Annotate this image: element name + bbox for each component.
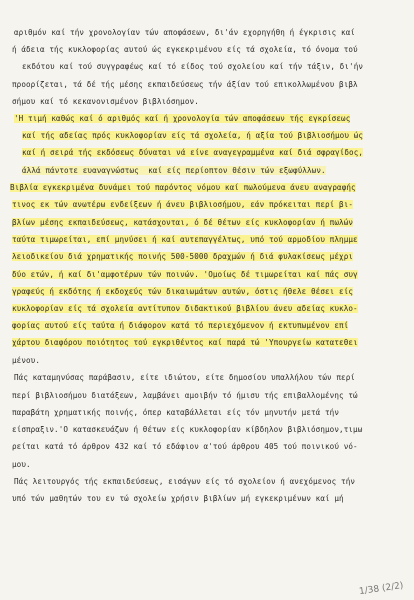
text-line: [12, 321, 414, 331]
text-line: [14, 114, 414, 124]
text-line-content: δύο ετών, ή καί δι'αμφοτέρων τών ποινών. 'Ομοίως δέ τιμωρείται καί πάς συγ: [12, 270, 358, 279]
text-line: [14, 477, 414, 487]
text-line: [22, 166, 414, 176]
text-line-content: καί τής αδείας πρός κυκλοφορίαν είς τά σχολεία, ή αξία τού βιβλιοσήμου ώς: [22, 131, 364, 140]
text-line: [12, 442, 414, 452]
text-line-content: ή άδεια τής κυκλοφορίας αυτού ώς εγκεκριμένου είς τά σχολεία, τό όνομα τού: [12, 45, 358, 54]
text-line-content: εκδότου καί τού συγγραφέως καί τό είδος τού σχολείου καί τήν τάξιν, δι'ήν: [22, 62, 364, 71]
text-line-content: μένου.: [12, 356, 41, 365]
text-line: [22, 131, 414, 141]
text-line: [12, 391, 414, 401]
text-line-content: κυκλοφορίαν είς τά σχολεία αντίτυπον διδακτικού βιβλίου άνευ αδείας κυκλο-: [12, 304, 358, 313]
text-line-content: φορίας αυτού είς ταύτα ή διάφορον κατά τό περιεχόμενον ή εκτυπωμένον επί: [12, 321, 349, 330]
text-line-content: λειοδικείου διά χρηματικής ποινής 500-5000 δραχμών ή διά φυλακίσεως μέχρι: [12, 252, 354, 261]
text-line-content: 'Η τιμή καθώς καί ό αριθμός καί ή χρονολογία τών αποφάσεων τής εγκρίσεως: [14, 114, 351, 123]
text-line-content: γραφεύς ή εκδότης ή εκδοχεύς τών δικαιωμάτων αυτών, όστις ήθελε θέσει είς: [12, 287, 354, 296]
text-line: [12, 494, 414, 504]
text-line-content: σήμου καί τό κεκανονισμένον βιβλιόσημον.: [12, 97, 199, 106]
text-line-content: άλλά πάντοτε ευαναγνώστως καί είς περίοπτον θέσιν τών εξωφύλλων.: [22, 166, 326, 175]
page-stamp: 1/38 (2/2): [358, 580, 405, 598]
text-line-content: βλίων μέσης εκπαιδεύσεως, κατάσχονται, ό δέ θέτων είς κυκλοφορίαν ή πωλών: [12, 218, 354, 227]
text-line: [22, 62, 414, 72]
text-line: [12, 200, 414, 210]
text-line: [12, 235, 414, 245]
text-line: [14, 373, 414, 383]
text-line-content: υπό τών μαθητών του εν τώ σχολείω χρήσιν βιβλίων μή εγκεκριμένων καί μή: [12, 494, 344, 503]
text-line: [12, 270, 414, 280]
text-line: [22, 148, 414, 158]
text-line-content: Πάς καταμηνύσας παράβασιν, είτε ιδιώτου, είτε δημοσίου υπαλλήλου τών περί: [14, 373, 356, 382]
text-line-content: τινος εκ τών ανωτέρω ενδείξεων ή άνευ βιβλιοσήμου, εάν πρόκειται περί βι-: [12, 200, 354, 209]
text-line: [12, 460, 414, 470]
text-line: [12, 356, 414, 366]
text-line: [12, 45, 414, 55]
text-line-content: αριθμόν καί τήν χρονολογίαν τών αποφάσεων, δι'άν εχορηγήθη ή έγκρισις καί: [14, 28, 356, 37]
text-line: [12, 252, 414, 262]
text-line: [12, 304, 414, 314]
text-line-content: καί ή σειρά τής εκδόσεως δύναται νά είνε αναγεγραμμένα καί διά σφραγίδος,: [22, 148, 364, 157]
text-line: [10, 183, 414, 193]
text-line-content: μου.: [12, 460, 31, 469]
text-line-content: είσπραξιν.'Ο κατασκευάζων ή θέτων είς κυκλοφορίαν κίβδηλον βιβλιόσημον,τιμω: [12, 425, 363, 434]
text-line-content: περί βιβλιοσήμου διατάξεων, λαμβάνει αμοιβήν τό ήμισυ τής επιβαλλομένης τώ: [12, 391, 358, 400]
text-line-content: ρείται κατά τό άρθρον 432 καί τό εδάφιον α'τού άρθρου 405 τού ποινικού νό-: [12, 442, 358, 451]
text-line-content: Πάς λειτουργός τής εκπαιδεύσεως, εισάγων είς τό σχολείον ή ανεχόμενος τήν: [14, 477, 356, 486]
text-line: [12, 425, 414, 435]
text-line: [12, 408, 414, 418]
text-line: [12, 80, 414, 90]
text-line-content: χάρτου διαφόρου ποιότητος τού εγκριθέντος καί παρά τώ 'Υπουργείω κατατεθει: [12, 338, 358, 347]
text-line: [12, 218, 414, 228]
text-line: [12, 97, 414, 107]
text-line-content: παραβάτη χρηματικής ποινής, όπερ καταβάλλεται είς τόν μηνυτήν μετά τήν: [12, 408, 340, 417]
text-line: [14, 28, 414, 38]
text-line: [12, 338, 414, 348]
text-line-content: Βιβλία εγκεκριμένα δυνάμει τού παρόντος νόμου καί πωλούμενα άνευ αναγραφής: [10, 183, 356, 192]
text-line-content: ταύτα τιμωρείται, επί μηνύσει ή καί αυτεπαγγέλτως, υπό τού αρμοδίου πλημμε: [12, 235, 358, 244]
text-line: [12, 287, 414, 297]
text-line-content: προορίζεται, τά δέ τής μέσης εκπαιδεύσεως τήν άξίαν τού επικολλωμένου βιβλ: [12, 80, 358, 89]
